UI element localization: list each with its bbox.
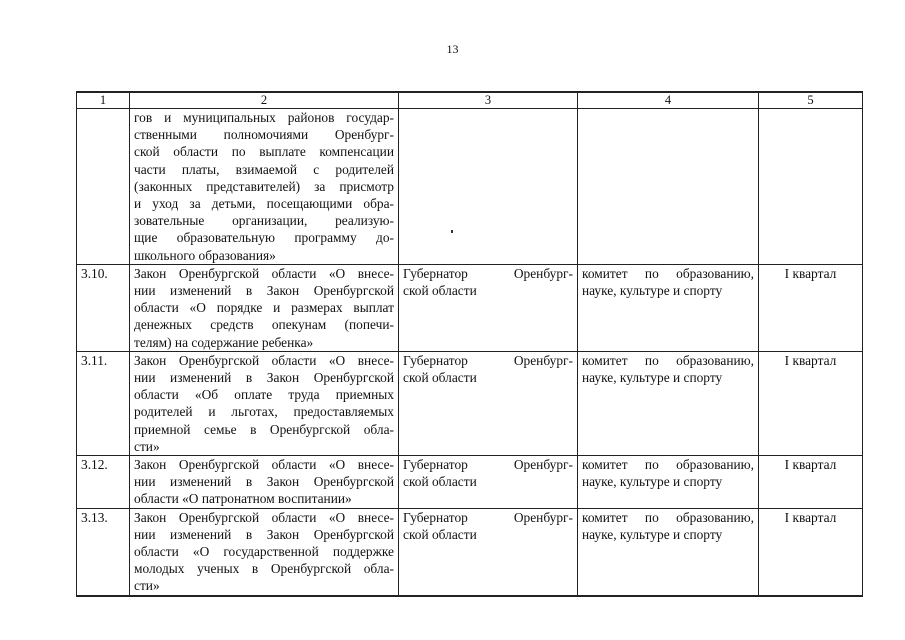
document-name-line: нии изменений в Закон Оренбургской bbox=[134, 283, 394, 299]
responsible-committee bbox=[578, 508, 759, 596]
document-name-line: нии изменений в Закон Оренбургской bbox=[134, 474, 394, 490]
plan-table bbox=[76, 91, 863, 597]
column-header-2: 2 bbox=[130, 92, 399, 109]
executor bbox=[399, 508, 578, 596]
executor bbox=[399, 351, 578, 455]
document-name-line: нии изменений в Закон Оренбургской bbox=[134, 370, 394, 386]
document-name-line: ственными полномочиями Оренбург- bbox=[134, 127, 394, 143]
deadline: I квартал bbox=[759, 351, 863, 455]
document-name-line: Закон Оренбургской области «О внесе- bbox=[134, 265, 394, 281]
table-row bbox=[77, 351, 863, 455]
responsible-committee-line: науке, культуре и спорту bbox=[582, 474, 723, 490]
document-name-line: Закон Оренбургской области «О внесе- bbox=[134, 352, 394, 368]
responsible-committee bbox=[578, 109, 759, 265]
document-name-line: области «О государственной поддержке bbox=[134, 544, 394, 560]
scan-mark bbox=[451, 230, 453, 233]
document-name-line: щие образовательную программу до- bbox=[134, 230, 394, 246]
deadline: I квартал bbox=[759, 508, 863, 596]
table-row bbox=[77, 264, 863, 351]
document-name bbox=[130, 456, 399, 509]
table-header-row bbox=[77, 92, 863, 109]
deadline bbox=[759, 109, 863, 265]
document-name-line: школьного образования» bbox=[134, 247, 276, 263]
document-name bbox=[130, 109, 399, 265]
document-name-line: приемной семье в Оренбургской обла- bbox=[134, 421, 394, 437]
item-number: 3.11. bbox=[77, 351, 130, 455]
column-header-1: 1 bbox=[77, 92, 130, 109]
document-name-line: области «О патронатном воспитании» bbox=[134, 491, 352, 507]
document-name-line: зовательные организации, реализую- bbox=[134, 213, 394, 229]
document-name-line: области «О порядке и размерах выплат bbox=[134, 300, 394, 316]
document-name-line: и уход за детьми, посещающими обра- bbox=[134, 196, 394, 212]
document-name-line: телям) на содержание ребенка» bbox=[134, 334, 314, 350]
executor-line: ской области bbox=[403, 526, 477, 542]
item-number: 3.12. bbox=[77, 456, 130, 509]
document-name-line: (законных представителей) за присмотр bbox=[134, 178, 394, 194]
executor-line: Губернатор Оренбург- bbox=[403, 352, 573, 368]
column-header-3: 3 bbox=[399, 92, 578, 109]
responsible-committee-line: науке, культуре и спорту bbox=[582, 283, 723, 299]
document-name-line: части платы, взимаемой с родителей bbox=[134, 161, 394, 177]
document-name-line: сти» bbox=[134, 438, 160, 454]
executor-line: ской области bbox=[403, 474, 477, 490]
document-name-line: гов и муниципальных районов государ- bbox=[134, 110, 394, 125]
document-name bbox=[130, 351, 399, 455]
document-name-line: ской области по выплате компенсации bbox=[134, 144, 394, 160]
responsible-committee-line: науке, культуре и спорту bbox=[582, 526, 723, 542]
table-row bbox=[77, 456, 863, 509]
deadline: I квартал bbox=[759, 456, 863, 509]
column-header-5: 5 bbox=[759, 92, 863, 109]
document-name-line: области «Об оплате труда приемных bbox=[134, 387, 394, 403]
executor bbox=[399, 264, 578, 351]
deadline: I квартал bbox=[759, 264, 863, 351]
executor bbox=[399, 456, 578, 509]
document-name-line: Закон Оренбургской области «О внесе- bbox=[134, 457, 394, 473]
page-number: 13 bbox=[446, 42, 459, 56]
responsible-committee-line: комитет по образованию, bbox=[582, 352, 754, 368]
document-name bbox=[130, 264, 399, 351]
table-row bbox=[77, 508, 863, 596]
responsible-committee-line: науке, культуре и спорту bbox=[582, 370, 723, 386]
document-name-line: сти» bbox=[134, 578, 160, 594]
table-body bbox=[77, 109, 863, 596]
responsible-committee-line: комитет по образованию, bbox=[582, 265, 754, 281]
item-number bbox=[77, 109, 130, 265]
document-name bbox=[130, 508, 399, 596]
executor-line: Губернатор Оренбург- bbox=[403, 457, 573, 473]
column-header-4: 4 bbox=[578, 92, 759, 109]
item-number: 3.13. bbox=[77, 508, 130, 596]
executor-line: Губернатор Оренбург- bbox=[403, 509, 573, 525]
executor-line: ской области bbox=[403, 370, 477, 386]
responsible-committee-line: комитет по образованию, bbox=[582, 509, 754, 525]
executor-line: ской области bbox=[403, 283, 477, 299]
responsible-committee bbox=[578, 264, 759, 351]
responsible-committee-line: комитет по образованию, bbox=[582, 457, 754, 473]
item-number: 3.10. bbox=[77, 264, 130, 351]
responsible-committee bbox=[578, 456, 759, 509]
document-name-line: Закон Оренбургской области «О внесе- bbox=[134, 509, 394, 525]
document-name-line: денежных средств опекунам (попечи- bbox=[134, 317, 394, 333]
document-name-line: молодых ученых в Оренбургской обла- bbox=[134, 561, 394, 577]
table-row bbox=[77, 109, 863, 265]
document-name-line: нии изменений в Закон Оренбургской bbox=[134, 526, 394, 542]
executor-line: Губернатор Оренбург- bbox=[403, 265, 573, 281]
responsible-committee bbox=[578, 351, 759, 455]
executor bbox=[399, 109, 578, 265]
document-name-line: родителей и льготах, предоставляемых bbox=[134, 404, 394, 420]
